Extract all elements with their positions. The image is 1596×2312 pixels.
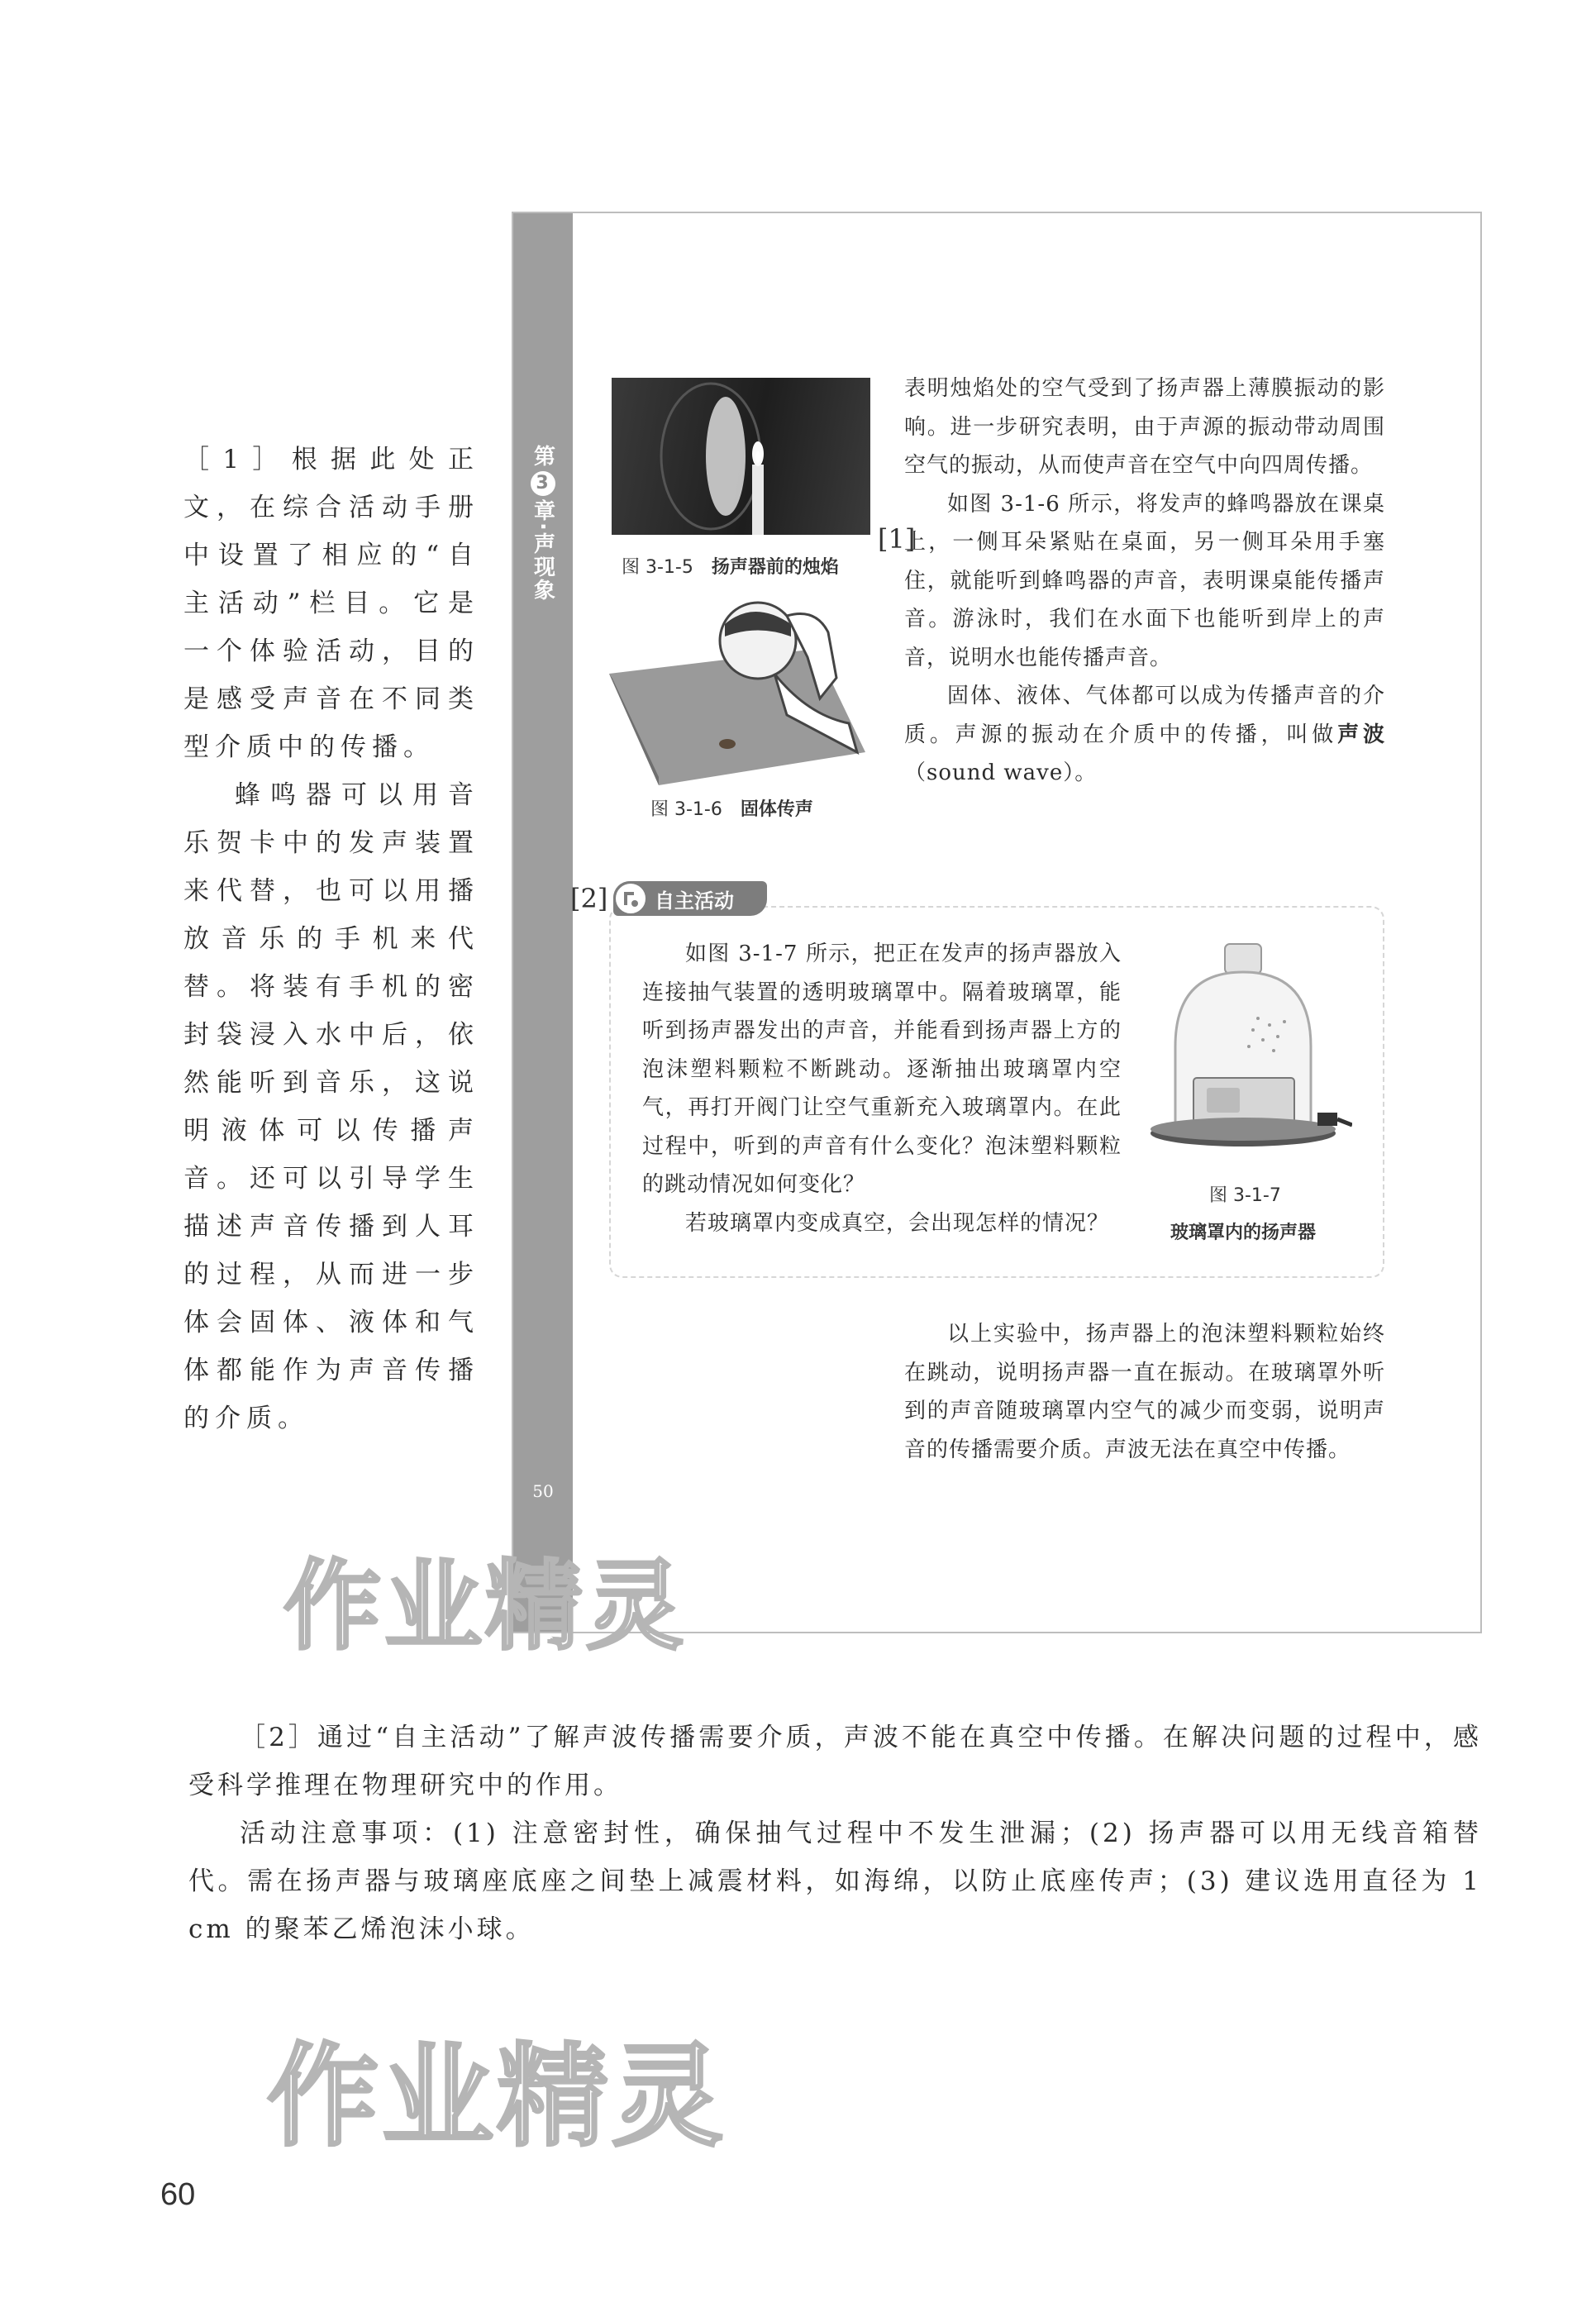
note-1: ［1］根据此处正文，在综合活动手册中设置了相应的“自主活动”栏目。它是一个体验活动，目的是感受声音在不同类型介质中的传播。	[183, 445, 479, 762]
paragraph-2: 如图 3-1-6 所示，将发声的蜂鸣器放在课桌上，一侧耳朵紧贴在桌面，另一侧耳朵用手塞住，就能听到蜂鸣器的声音，表明课桌能传播声音。游泳时，我们在水面下也能听到岸上的声音，说明水也能传播声音。	[904, 491, 1385, 670]
chapter-number-badge: 3	[531, 471, 555, 496]
paragraph-1: 表明烛焰处的空气受到了扬声器上薄膜振动的影响。进一步研究表明，由于声源的振动带动周围空气的振动，从而使声音在空气中向四周传播。	[904, 376, 1385, 478]
bottom-teacher-notes	[188, 1714, 1482, 1953]
footer-page-number: 60	[160, 2177, 196, 2212]
note-2: 蜂鸣器可以用音乐贺卡中的发声装置来代替，也可以用播放音乐的手机来代替。将装有手机的密封袋浸入水中后，依然能听到音乐，这说明液体可以传播声音。还可以引导学生描述声音传播到人耳的过程，从而进一步体会固体、液体和气体都能作为声音传播的介质。	[183, 780, 479, 1433]
chapter-label	[513, 445, 573, 602]
candle-speaker-photo	[612, 378, 870, 535]
paragraph-3	[904, 677, 1385, 793]
textbook-page-number: 50	[532, 1481, 554, 1501]
chapter-prefix: 第	[530, 445, 555, 468]
chapter-suffix: 章·声现象	[530, 499, 555, 602]
fig-3-1-7-title: 玻璃罩内的扬声器	[1170, 1223, 1317, 1243]
bottom-note-1: ［2］通过“自主活动”了解声波传播需要介质，声波不能在真空中传播。在解决问题的过程中，感受科学推理在物理研究中的作用。	[188, 1723, 1482, 1800]
activity-icon	[613, 881, 648, 916]
caption-fig-3-1-6	[650, 795, 813, 821]
conclusion-text	[904, 1315, 1385, 1469]
watermark-top: 作业精灵	[283, 1549, 688, 1663]
fig-3-1-5-number: 图 3-1-5	[622, 557, 693, 578]
watermark-bottom: 作业精灵	[267, 2032, 727, 2162]
activity-paragraph-1: 如图 3-1-7 所示，把正在发声的扬声器放入连接抽气装置的透明玻璃罩中。隔着玻璃罩，能听到扬声器发出的声音，并能看到扬声器上方的泡沫塑料颗粒不断跳动。逐渐抽出玻璃罩内空气，再打开阀门让空气重新充入玻璃罩内。在此过程中，听到的声音有什么变化？泡沫塑料颗粒的跳动情况如何变化？	[642, 941, 1122, 1197]
reference-mark-1: [1]	[878, 523, 916, 555]
caption-fig-3-1-5	[622, 553, 839, 579]
chapter-sidebar	[513, 213, 573, 1632]
activity-label: 自主活动	[655, 889, 734, 913]
left-teacher-notes	[183, 436, 479, 1442]
reference-mark-2: [2]	[570, 883, 608, 914]
fig-3-1-5-title: 扬声器前的烛焰	[711, 557, 839, 578]
term-sound-wave: 声波	[1337, 722, 1385, 747]
activity-text	[642, 935, 1122, 1242]
fig-3-1-6-number: 图 3-1-6	[650, 799, 722, 820]
bottom-note-2: 活动注意事项：(1) 注意密封性，确保抽气过程中不发生泄漏；(2) 扬声器可以用无线音箱替代。需在扬声器与玻璃座底座之间垫上减震材料，如海绵，以防止底座传声；(3) 建议选用直径为 1 cm 的聚苯乙烯泡沫小球。	[188, 1819, 1482, 1944]
activity-paragraph-2: 若玻璃罩内变成真空，会出现怎样的情况？	[685, 1210, 1110, 1236]
paragraph-4: 以上实验中，扬声器上的泡沫塑料颗粒始终在跳动，说明扬声器一直在振动。在玻璃罩外听到的声音随玻璃罩内空气的减少而变弱，说明声音的传播需要介质。声波无法在真空中传播。	[904, 1322, 1385, 1462]
fig-3-1-6-title: 固体传声	[740, 799, 813, 820]
fig-3-1-7-number: 图 3-1-7	[1209, 1185, 1281, 1206]
solid-sound-illustration	[609, 599, 874, 785]
self-activity-tag	[613, 881, 767, 916]
paragraph-3-english: （sound wave）。	[904, 760, 1098, 785]
bell-jar-illustration	[1146, 939, 1352, 1158]
paragraph-3-text: 固体、液体、气体都可以成为传播声音的介质。声源的振动在介质中的传播，叫做	[904, 684, 1385, 747]
candle-photo-illustration	[612, 378, 870, 535]
textbook-body-right	[904, 369, 1385, 793]
